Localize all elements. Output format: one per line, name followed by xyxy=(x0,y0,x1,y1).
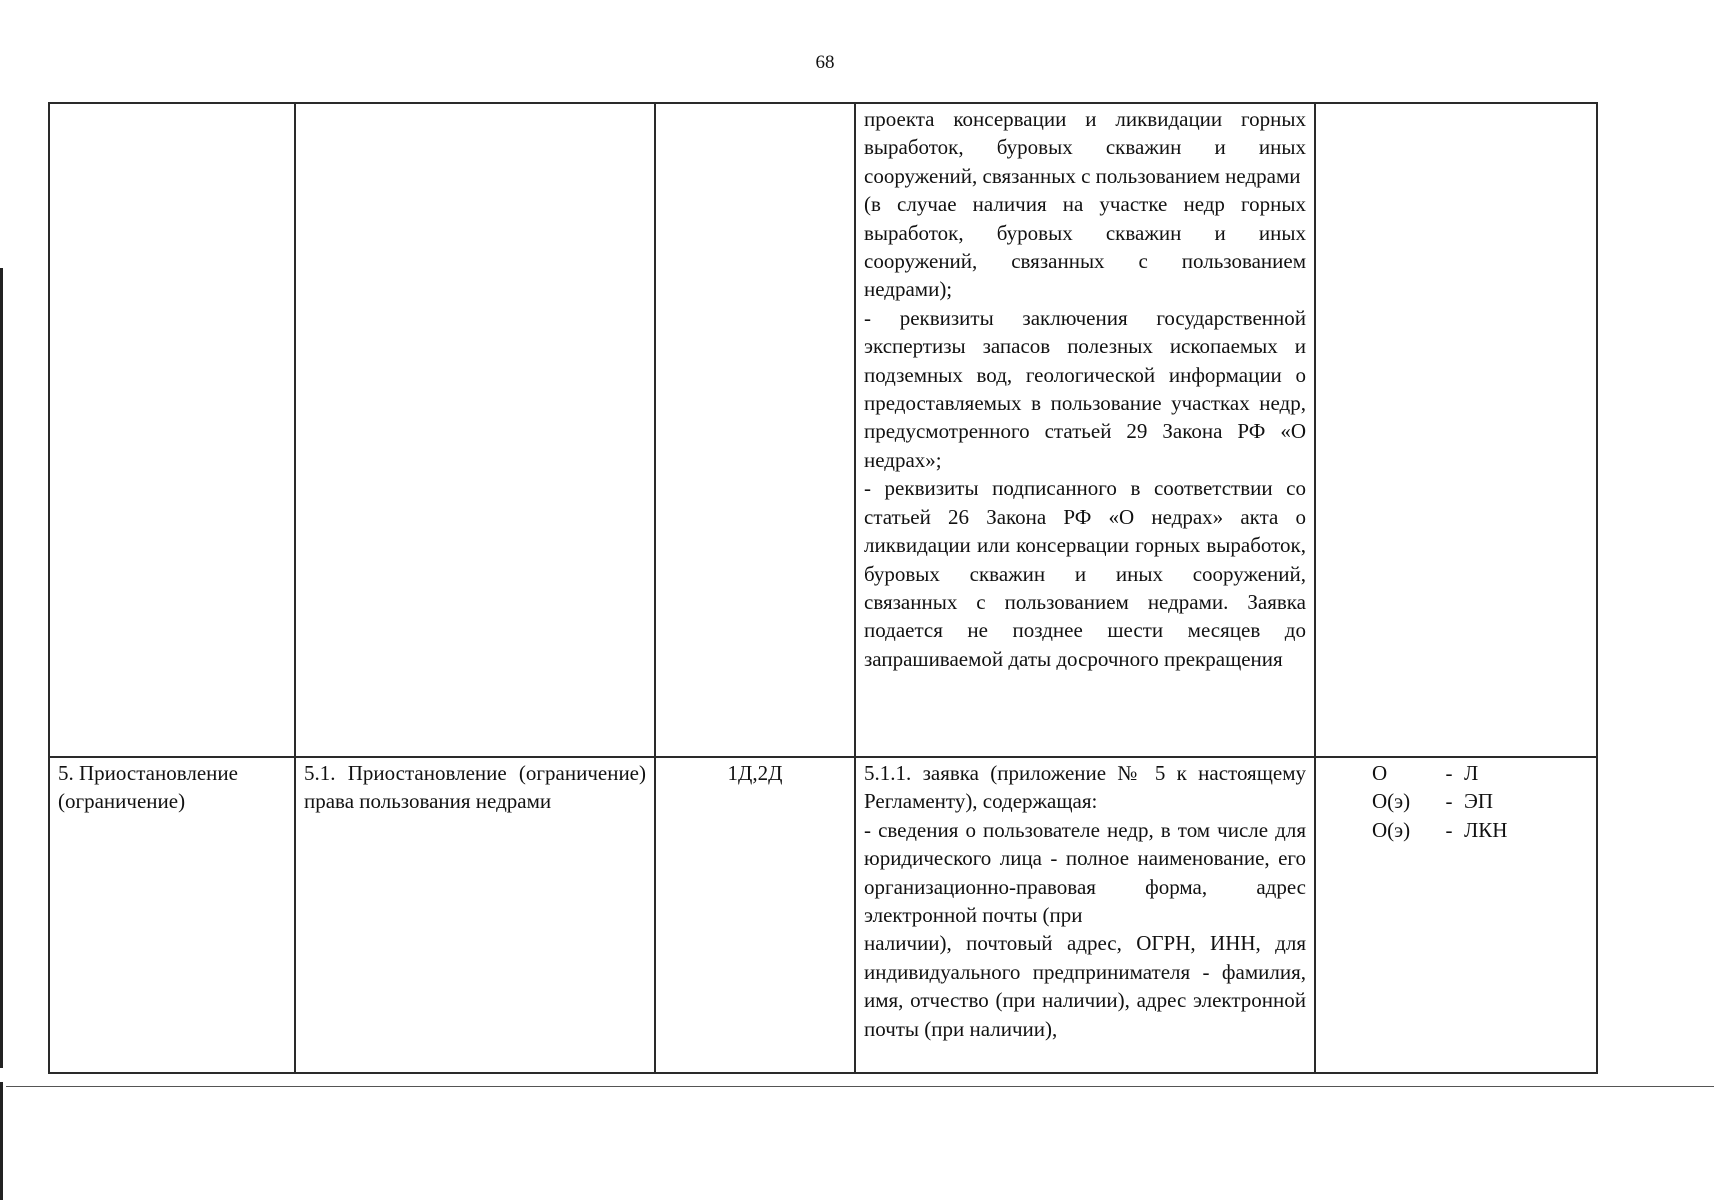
page-number: 68 xyxy=(815,52,835,73)
scan-edge-mark xyxy=(0,268,3,1068)
code-left: О(э) xyxy=(1372,817,1411,842)
submission-code-line xyxy=(1324,759,1588,787)
cell-result-code xyxy=(655,757,855,1073)
cell-submission-method xyxy=(1315,103,1597,757)
code-dash: - xyxy=(1445,817,1453,842)
regulation-table xyxy=(48,102,1598,1074)
cell-procedure-name xyxy=(49,103,295,757)
procedure-title: 5. Приостановление (ограничение) xyxy=(58,761,238,814)
cell-subprocedure-name xyxy=(295,757,655,1073)
cell-documents-list xyxy=(855,757,1315,1073)
submission-code-line xyxy=(1324,787,1588,815)
cell-procedure-name xyxy=(49,757,295,1073)
code-right: Л xyxy=(1464,761,1479,785)
cell-subprocedure-name xyxy=(295,103,655,757)
table-row-5 xyxy=(49,757,1597,1073)
code-left: О(э) xyxy=(1372,789,1411,814)
submission-code-line xyxy=(1324,816,1588,844)
documents-item: наличии), почтовый адрес, ОГРН, ИНН, для индивидуального предпринимателя - фамилия, имя, отчество (при наличии), адрес электронной почты (при наличии), xyxy=(864,931,1306,1041)
table-row-continued xyxy=(49,103,1597,757)
documents-item: - сведения о пользователе недр, в том числе для юридического лица - полное наименование, его организационно-правовая форма, адрес электронной почты (при xyxy=(864,817,1306,928)
code-left: О xyxy=(1372,761,1388,785)
cell-documents-list xyxy=(855,103,1315,757)
scan-edge-mark-lower xyxy=(0,1082,3,1200)
subprocedure-title: 5.1. Приостановление (ограничение) права пользования недрами xyxy=(304,761,646,814)
code-dash: - xyxy=(1445,789,1453,814)
documents-paragraph: (в случае наличия на участке недр горных выработок, буровых скважин и иных сооружений, связанных с пользованием недрами); xyxy=(864,192,1306,302)
code-right: ЛКН xyxy=(1464,817,1508,842)
result-code: 1Д,2Д xyxy=(727,761,783,785)
cell-result-code xyxy=(655,103,855,757)
code-dash: - xyxy=(1445,761,1453,785)
documents-intro: 5.1.1. заявка (приложение № 5 к настоящему Регламенту), содержащая: xyxy=(864,761,1306,814)
cell-submission-method xyxy=(1315,757,1597,1073)
scan-page-edge-line xyxy=(6,1086,1714,1087)
documents-paragraph: - реквизиты заключения государственной экспертизы запасов полезных ископаемых и подземных вод, геологической информации о предоставляемых в пользование участках недр, предусмотренного статьей 29 Закона РФ «О недрах»; xyxy=(864,305,1306,472)
code-right: ЭП xyxy=(1464,789,1494,814)
documents-paragraph: проекта консервации и ликвидации горных выработок, буровых скважин и иных сооружений, связанных с пользованием недрами xyxy=(864,107,1306,188)
documents-paragraph: - реквизиты подписанного в соответствии со статьей 26 Закона РФ «О недрах» акта о ликвидации или консервации горных выработок, буровых скважин и иных сооружений, связанных с пользованием недрами. Заявка подается не позднее шести месяцев до запрашиваемой даты досрочного прекращения xyxy=(864,476,1306,671)
